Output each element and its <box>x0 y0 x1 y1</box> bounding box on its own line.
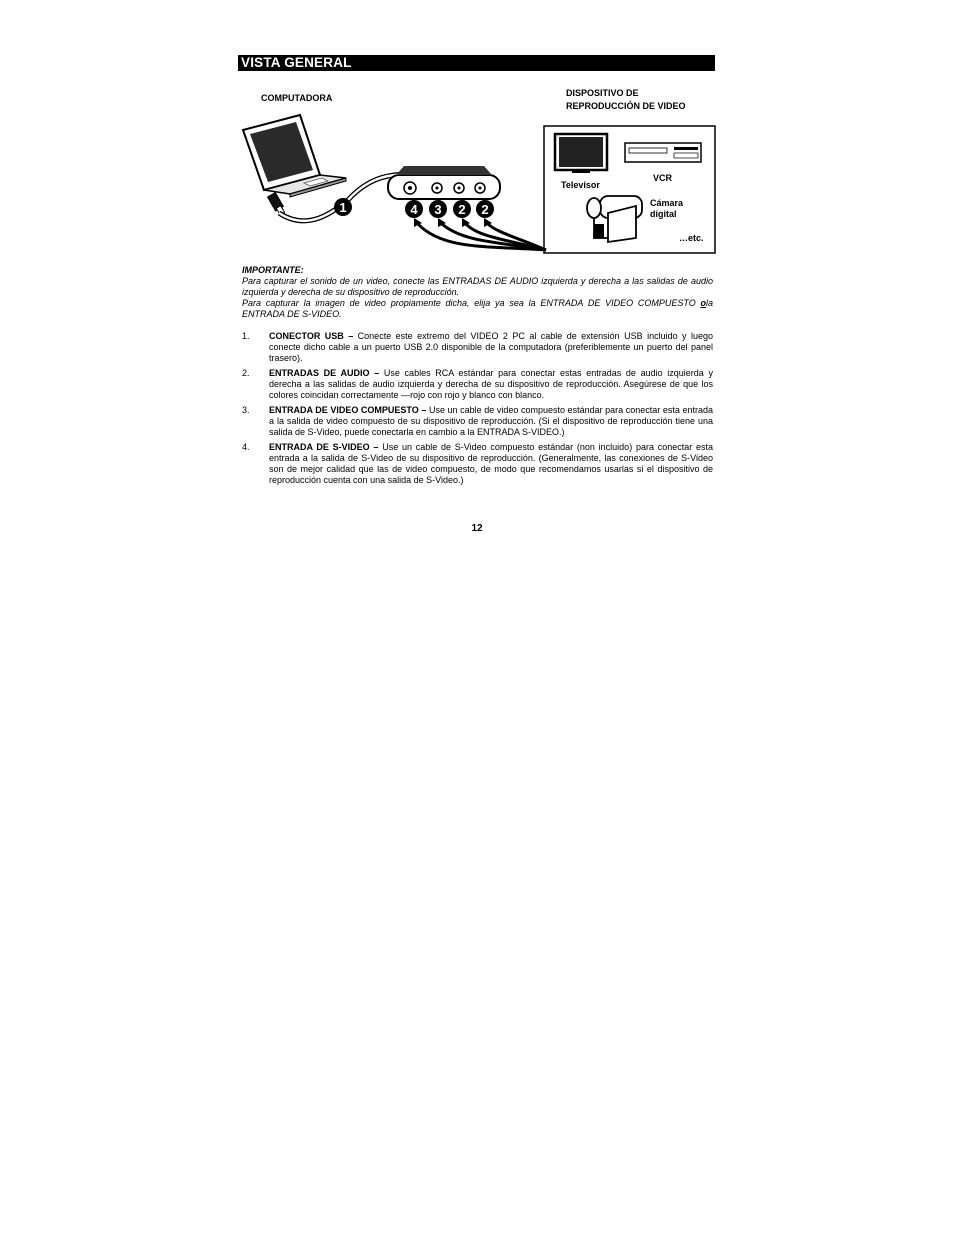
usb-plug-icon <box>268 193 285 216</box>
vcr-label: VCR <box>653 173 673 183</box>
signal-arrows <box>418 224 546 250</box>
important-note <box>242 265 713 320</box>
list-item-term: ENTRADA DE VIDEO COMPUESTO – <box>269 405 427 415</box>
device-label-line1: DISPOSITIVO DE <box>566 88 639 98</box>
computer-label: COMPUTADORA <box>261 93 333 103</box>
important-video-text <box>242 298 713 320</box>
list-item-term: ENTRADAS DE AUDIO – <box>269 368 380 378</box>
list-item-term: CONECTOR USB – <box>269 331 354 341</box>
callout-2-left <box>453 200 471 218</box>
callout-2-left-label: 2 <box>458 202 466 217</box>
list-item-number: 2. <box>242 368 250 378</box>
tv-icon <box>555 134 607 173</box>
camera-label-line2: digital <box>650 209 677 219</box>
important-video-text-b: la ENTRADA DE S-VIDEO. <box>242 298 713 319</box>
etc-label: …etc. <box>679 233 704 243</box>
list-item <box>242 405 713 438</box>
important-heading: IMPORTANTE: <box>242 265 304 275</box>
callout-2-right <box>476 200 494 218</box>
vcr-icon <box>625 143 701 162</box>
connection-diagram <box>238 82 718 260</box>
list-item-text: Conecte este extremo del VIDEO 2 PC al cable de extensión USB incluido y luego conecte dicho cable a un puerto USB 2.0 disponible de la computadora (preferiblemente un puerto del panel trasero). <box>269 331 713 363</box>
list-item-number: 4. <box>242 442 250 452</box>
tv-label: Televisor <box>561 180 600 190</box>
list-item-number: 3. <box>242 405 250 415</box>
section-title-bar <box>238 55 715 71</box>
important-video-text-a: Para capturar la imagen de video propiamente dicha, elija ya sea la ENTRADA DE VIDEO COMPUESTO <box>242 298 701 308</box>
camcorder-icon <box>587 196 642 242</box>
page-number: 12 <box>471 523 483 534</box>
callout-4-label: 4 <box>410 202 418 217</box>
list-item-text: Use un cable de video compuesto estándar para conectar esta entrada a la salida de video compuesto de su dispositivo de reproducción. (Si el dispositivo de reproducción tiene una salida de S-Video, puede conectarla en cambio a la ENTRADA S-VIDEO.) <box>269 405 713 437</box>
callout-2-right-label: 2 <box>481 202 489 217</box>
important-or-word: o <box>700 298 706 308</box>
laptop-icon <box>243 115 346 197</box>
list-item-text: Use un cable de S-Video compuesto estándar (non incluido) para conectar esta entrada a la salida de S-Video de su dispositivo de reproducción. (Generalmente, las conexiones de S-Video son de mejor calidad que las de video compuesto, de modo que recomendamos usarlas si el dispositivo de reproducción cuenta con una salida de S-Video.) <box>269 442 713 485</box>
connector-list <box>242 331 713 490</box>
capture-device-icon <box>388 166 500 199</box>
list-item-number: 1. <box>242 331 250 341</box>
callout-3 <box>429 200 447 218</box>
arrow-heads <box>414 218 492 227</box>
device-label-line2: REPRODUCCIÓN DE VIDEO <box>566 101 686 111</box>
callout-1-label: 1 <box>339 200 347 215</box>
camera-label-line1: Cámara <box>650 198 684 208</box>
list-item-term: ENTRADA DE S-VIDEO – <box>269 442 379 452</box>
list-item <box>242 442 713 486</box>
list-item <box>242 368 713 401</box>
callout-1 <box>334 198 352 216</box>
list-item-text: Use cables RCA estándar para conectar estas entradas de audio izquierda y derecha a las salidas de audio izquierda y derecha de su dispositivo de reproducción. Asegúrese de que los colores coincidan correctamente —rojo con rojo y blanco con blanco. <box>269 368 713 400</box>
section-title: VISTA GENERAL <box>241 55 352 70</box>
callout-3-label: 3 <box>434 202 442 217</box>
list-item <box>242 331 713 364</box>
callout-4 <box>405 200 423 218</box>
important-audio-text: Para capturar el sonido de un video, conecte las ENTRADAS DE AUDIO izquierda y derecha a las salidas de audio izquierda y derecha de su dispositivo de reproducción. <box>242 276 713 297</box>
